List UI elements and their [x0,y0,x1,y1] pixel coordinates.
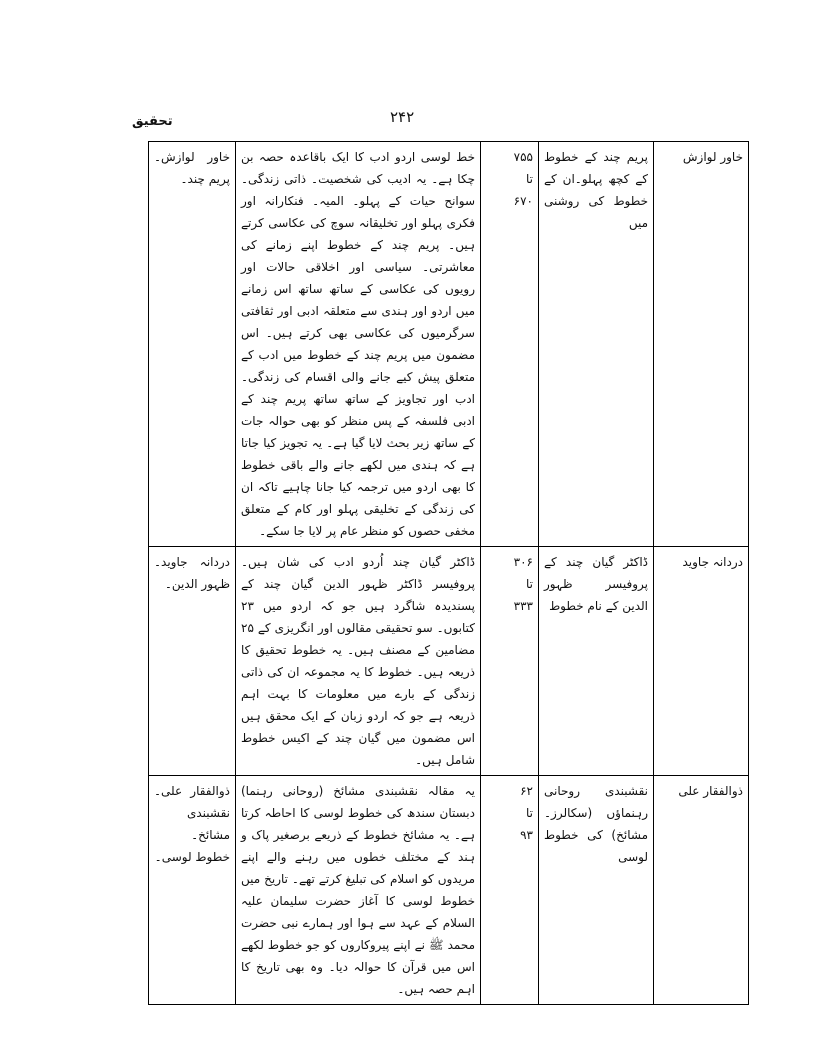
keywords-cell: ذوالفقار علی۔ نقشبندی مشائخ۔ خطوط لوسی۔ [149,776,236,1005]
page-separator: تا [526,577,533,591]
table-row [149,776,749,1005]
author-cell: خاور لوازش [654,142,749,547]
running-head: تحقیق [132,114,173,129]
page-separator: تا [526,806,533,820]
pages-cell [481,142,539,547]
keywords-cell: دردانہ جاوید۔ ظہور الدین۔ [149,547,236,776]
summary-cell: ڈاکٹر گیان چند اُردو ادب کی شان ہیں۔ پروفیسر ڈاکٹر ظہور الدین گیان چند کے پسندیدہ شاگرد ہیں جو کہ اردو میں ۲۳ کتابوں۔ سو تحقیقی مقالوں اور انگریزی کے ۲۵ مضامین کے مصنف ہیں۔ یہ خطوط تحقیق کا ذریعہ ہیں۔ خطوط کا یہ مجموعہ ان کی ذاتی زندگی کے بارے میں معلومات کا بہت اہم ذریعہ ہے جو کہ اردو زبان کے ایک محقق ہیں اس مضمون میں گیان چند کے اکیس خطوط شامل ہیں۔ [236,547,481,776]
page-header [0,0,816,140]
table-row [149,547,749,776]
summary-cell: یہ مقالہ نقشبندی مشائخ (روحانی رہنما) دبستان سندھ کی خطوط لوسی کا احاطہ کرتا ہے۔ یہ مشائخ خطوط کے ذریعے برصغیر پاک و ہند کے مختلف خطوں میں رہنے والے اپنے مریدوں کو اسلام کی تبلیغ کرتے تھے۔ تاریخ میں خطوط لوسی کا آغاز حضرت سلیمان علیہ السلام کے عہد سے ہوا اور ہمارے نبی حضرت محمد ﷺ نے اپنے پیروکاروں کو جو خطوط لکھے اس میں قرآن کا حوالہ دیا۔ وہ بھی تاریخ کا اہم حصہ ہیں۔ [236,776,481,1005]
keywords-cell: خاور لوازش۔ پریم چند۔ [149,142,236,547]
page-end: ۹۳ [520,828,533,842]
page-number: ۲۴۲ [390,108,415,126]
article-index-table [148,141,749,1005]
title-cell: نقشبندی روحانی رہنماؤں (سکالرز۔ مشائخ) کی خطوط لوسی [539,776,654,1005]
author-cell: ذوالفقار علی [654,776,749,1005]
pages-cell [481,547,539,776]
summary-cell: خط لوسی اردو ادب کا ایک باقاعدہ حصہ بن چکا ہے۔ یہ ادیب کی شخصیت۔ ذاتی زندگی۔ سوانح حیات کے پہلو۔ المیہ۔ فنکارانہ اور فکری پہلو اور تخلیقانہ سوچ کی عکاسی کرتے ہیں۔ پریم چند کے خطوط اپنے زمانے کی معاشرتی۔ سیاسی اور اخلاقی حالات اور رویوں کی عکاسی کے ساتھ ساتھ اس زمانے میں اردو اور ہندی سے متعلقہ ادبی اور ثقافتی سرگرمیوں کی عکاسی بھی کرتے ہیں۔ اس مضمون میں پریم چند کے خطوط میں ادب کے متعلق پیش کیے جانے والی اقسام کی زندگی۔ ادب اور تجاویز کے ساتھ ساتھ پریم چند کے ادبی فلسفہ کے پس منظر کو بھی حوالہ جات کے ساتھ زیر بحث لایا گیا ہے۔ یہ تجویز کیا جاتا ہے کہ ہندی میں لکھے جانے والے باقی خطوط کا بھی اردو میں ترجمہ کیا جانا چاہیے تاکہ ان کی زندگی کے تخلیقی پہلو اور کام کے متعلق مخفی حصوں کو منظر عام پر لایا جا سکے۔ [236,142,481,547]
table-row [149,142,749,547]
title-cell: ڈاکٹر گیان چند کے پروفیسر ظہور الدین کے نام خطوط [539,547,654,776]
author-cell: دردانہ جاوید [654,547,749,776]
page-start: ۳۰۶ [513,555,533,569]
page-end: ۳۳۳ [513,599,533,613]
title-cell: پریم چند کے خطوط کے کچھ پہلو۔ان کے خطوط کی روشنی میں [539,142,654,547]
pages-cell [481,776,539,1005]
page-start: ۶۲ [520,784,533,798]
page-end: ۶۷۰ [513,194,533,208]
page-start: ۷۵۵ [513,150,533,164]
page-separator: تا [526,172,533,186]
